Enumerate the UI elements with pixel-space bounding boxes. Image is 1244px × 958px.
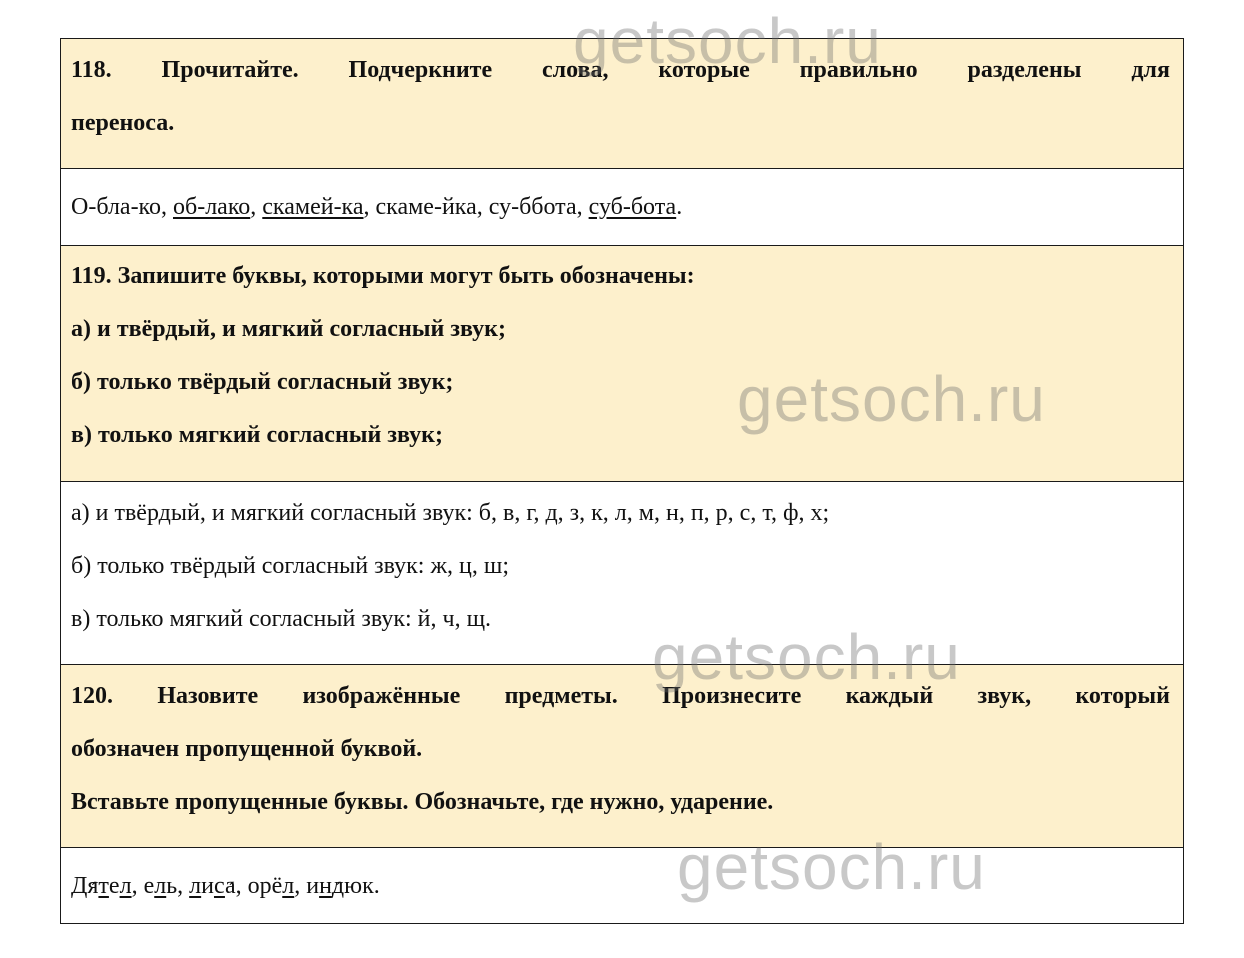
stressed-letter: я ´ — [87, 873, 98, 899]
period: . — [676, 194, 683, 220]
filled-letter: л — [189, 873, 202, 899]
filled-letter: л — [154, 873, 167, 899]
answer-120-line — [71, 860, 1170, 913]
stressed-letter: а ´ — [225, 873, 236, 899]
separator: , — [476, 194, 489, 220]
letter: е — [108, 873, 120, 899]
text: , е — [131, 873, 155, 899]
question-119-line-1: 119. Запишите буквы, которыми могут быть обозначены: — [71, 263, 695, 289]
question-119-line-4: в) только мягкий согласный звук; — [71, 422, 443, 448]
exercise-120-answer — [61, 847, 1183, 924]
text: , орё — [235, 873, 283, 899]
word-3-underlined: скамей-ка — [262, 194, 364, 220]
word-4: скаме-йка — [375, 194, 477, 220]
filled-letter: л — [119, 873, 132, 899]
question-119-line-3: б) только твёрдый согласный звук; — [71, 369, 454, 395]
answer-119-line-1: а) и твёрдый, и мягкий согласный звук: б, в, г, д, з, к, л, м, н, п, р, с, т, ф, х; — [71, 500, 830, 526]
question-119-line-2: а) и твёрдый, и мягкий согласный звук; — [71, 316, 506, 342]
exercise-118-answer — [61, 168, 1183, 245]
question-120-line-3: Вставьте пропущенные буквы. Обозначьте, где нужно, ударение. — [71, 789, 774, 815]
answer-119-line-3: в) только мягкий согласный звук: й, ч, щ. — [71, 606, 492, 632]
watermark: getsoch.ru — [573, 5, 882, 77]
separator: , — [363, 194, 376, 220]
letter: и — [201, 873, 214, 899]
separator: , — [576, 194, 589, 220]
exercise-table — [60, 38, 1184, 924]
separator: , — [161, 194, 173, 220]
exercise-120-question — [61, 664, 1183, 847]
filled-letter: с — [213, 873, 225, 899]
exercise-119-answer — [61, 481, 1183, 664]
filled-letter: Д — [71, 873, 88, 899]
word-2-underlined: об-лако — [173, 194, 251, 220]
exercise-118-question — [61, 38, 1183, 168]
question-120-line-2: обозначен пропущенной буквой. — [71, 736, 423, 762]
word-5: су-ббота — [488, 194, 577, 220]
watermark: getsoch.ru — [652, 621, 961, 693]
word-6-underlined: суб-бота — [588, 194, 677, 220]
question-118-line-1: 118. Прочитайте. Подчеркните слова, которые правильно разделены для — [71, 57, 1170, 83]
filled-letter: л — [282, 873, 295, 899]
question-118-line-2: переноса. — [71, 110, 175, 136]
word-1: О-бла-ко — [71, 194, 161, 220]
separator: , — [250, 194, 263, 220]
filled-letter: т — [98, 873, 109, 899]
stressed-letter: дю ´ — [332, 873, 362, 899]
answer-118-line — [71, 181, 1170, 234]
filled-letter: н — [319, 873, 332, 899]
watermark: getsoch.ru — [677, 831, 986, 903]
text: ь, — [166, 873, 190, 899]
text: , и — [294, 873, 320, 899]
exercise-119-question — [61, 245, 1183, 481]
text: к. — [362, 873, 380, 899]
question-120-line-1: 120. Назовите изображённые предметы. Произнесите каждый звук, который — [71, 683, 1170, 709]
watermark: getsoch.ru — [737, 363, 1046, 435]
answer-119-line-2: б) только твёрдый согласный звук: ж, ц, ш; — [71, 553, 510, 579]
